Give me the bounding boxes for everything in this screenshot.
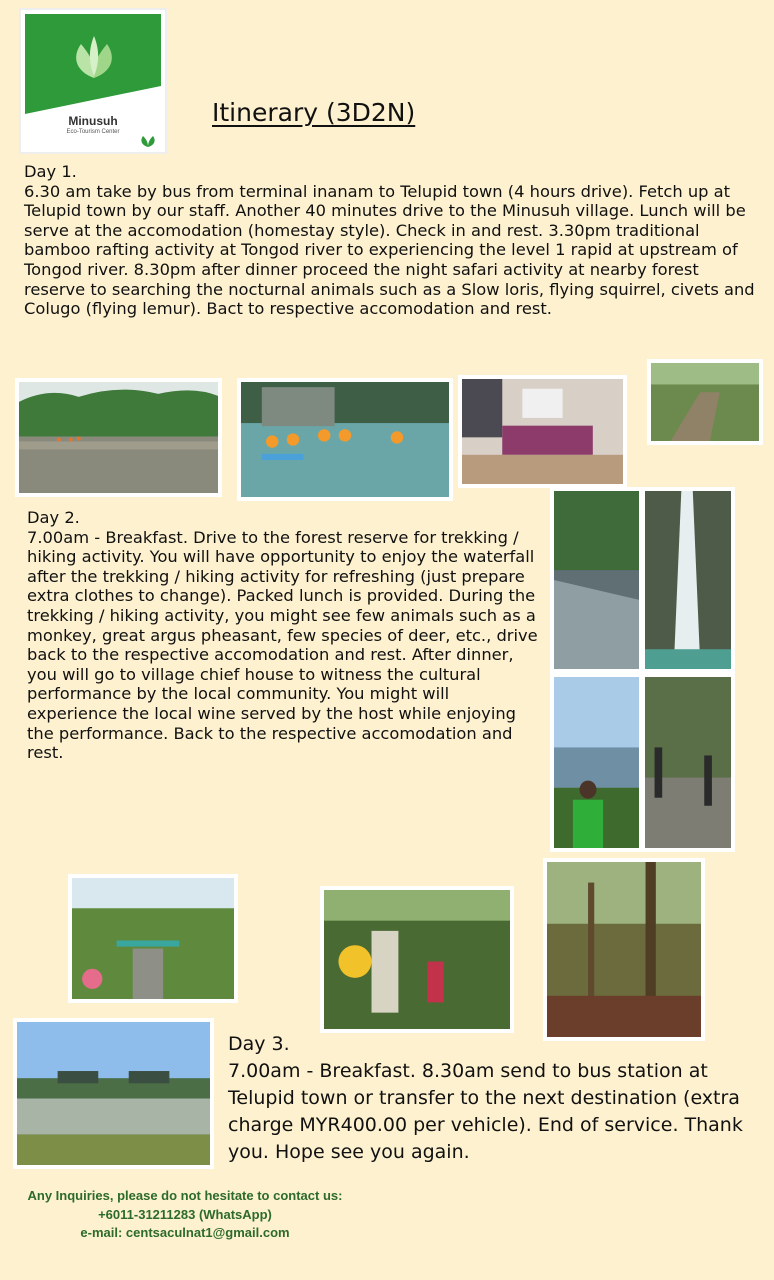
logo-subtitle: Eco-Tourism Center xyxy=(66,129,120,135)
logo xyxy=(19,8,167,154)
contact-email: e-mail: centsaculnat1@gmail.com xyxy=(80,1225,290,1240)
forest-trail-photo xyxy=(543,858,705,1041)
leaf-icon xyxy=(67,32,121,80)
garden-path-photo xyxy=(647,359,763,445)
contact-phone: +6011-31211283 (WhatsApp) xyxy=(98,1206,272,1222)
day1-description: Day 1. 6.30 am take by bus from terminal inanam to Telupid town (4 hours drive). Fetch up at Telupid town by our staff. Another 40 minutes drive to the Minusuh village. Lunch will be serve at the accomodation (homestay style). Check in and rest. 3.30pm traditional bamboo rafting activity at Tongod river to experiencing the level 1 rapid at upstream of Tongod river. 8.30pm after dinner proceed the night safari activity at nearby forest reserve to searching the nocturnal animals such as a Slow loris, flying squirrel, civets and Colugo (flying lemur). Bact to respective accomodation and rest. xyxy=(24,162,755,319)
day2-description: Day 2. 7.00am - Breakfast. Drive to the forest reserve for trekking / hiking activity. You will have opportunity to enjoy the waterfall after the trekking / hiking activity for refreshing (just prepare extra clothes to change). Packed lunch is provided. During the trekking / hiking activity, you might see few animals such as a monkey, great argus pheasant, few species of deer, etc., drive back to the respective accomodation and rest. After dinner, you will go to village chief house to witness the cultural performance by the local community. You might will experience the local wine served by the host while enjoying the performance. Back to the respective accomodation and rest. xyxy=(27,508,538,763)
garden-bridge-photo xyxy=(68,874,238,1003)
logo-name: Minusuh xyxy=(68,114,118,128)
river-photo xyxy=(15,378,222,497)
homestay-room-photo xyxy=(458,375,627,488)
day3-description: Day 3. 7.00am - Breakfast. 8.30am send to bus station at Telupid town or transfer to the next destination (extra charge MYR400.00 per vehicle). End of service. Thank you. Hope see you again. xyxy=(228,1033,743,1163)
contact-heading: Any Inquiries, please do not hesitate to contact us: xyxy=(27,1188,343,1203)
rock-hikers-photo xyxy=(641,673,735,852)
bamboo-rafting-photo xyxy=(237,378,453,501)
contact-info xyxy=(0,1187,370,1243)
jungle-trekking-photo xyxy=(320,886,514,1033)
river-rocks-photo xyxy=(550,487,643,673)
page-title: Itinerary (3D2N) xyxy=(212,98,416,127)
waterfall-photo xyxy=(641,487,735,673)
small-leaf-icon xyxy=(139,134,157,148)
village-pond-photo xyxy=(13,1018,214,1169)
hiker-viewpoint-photo xyxy=(550,673,643,852)
